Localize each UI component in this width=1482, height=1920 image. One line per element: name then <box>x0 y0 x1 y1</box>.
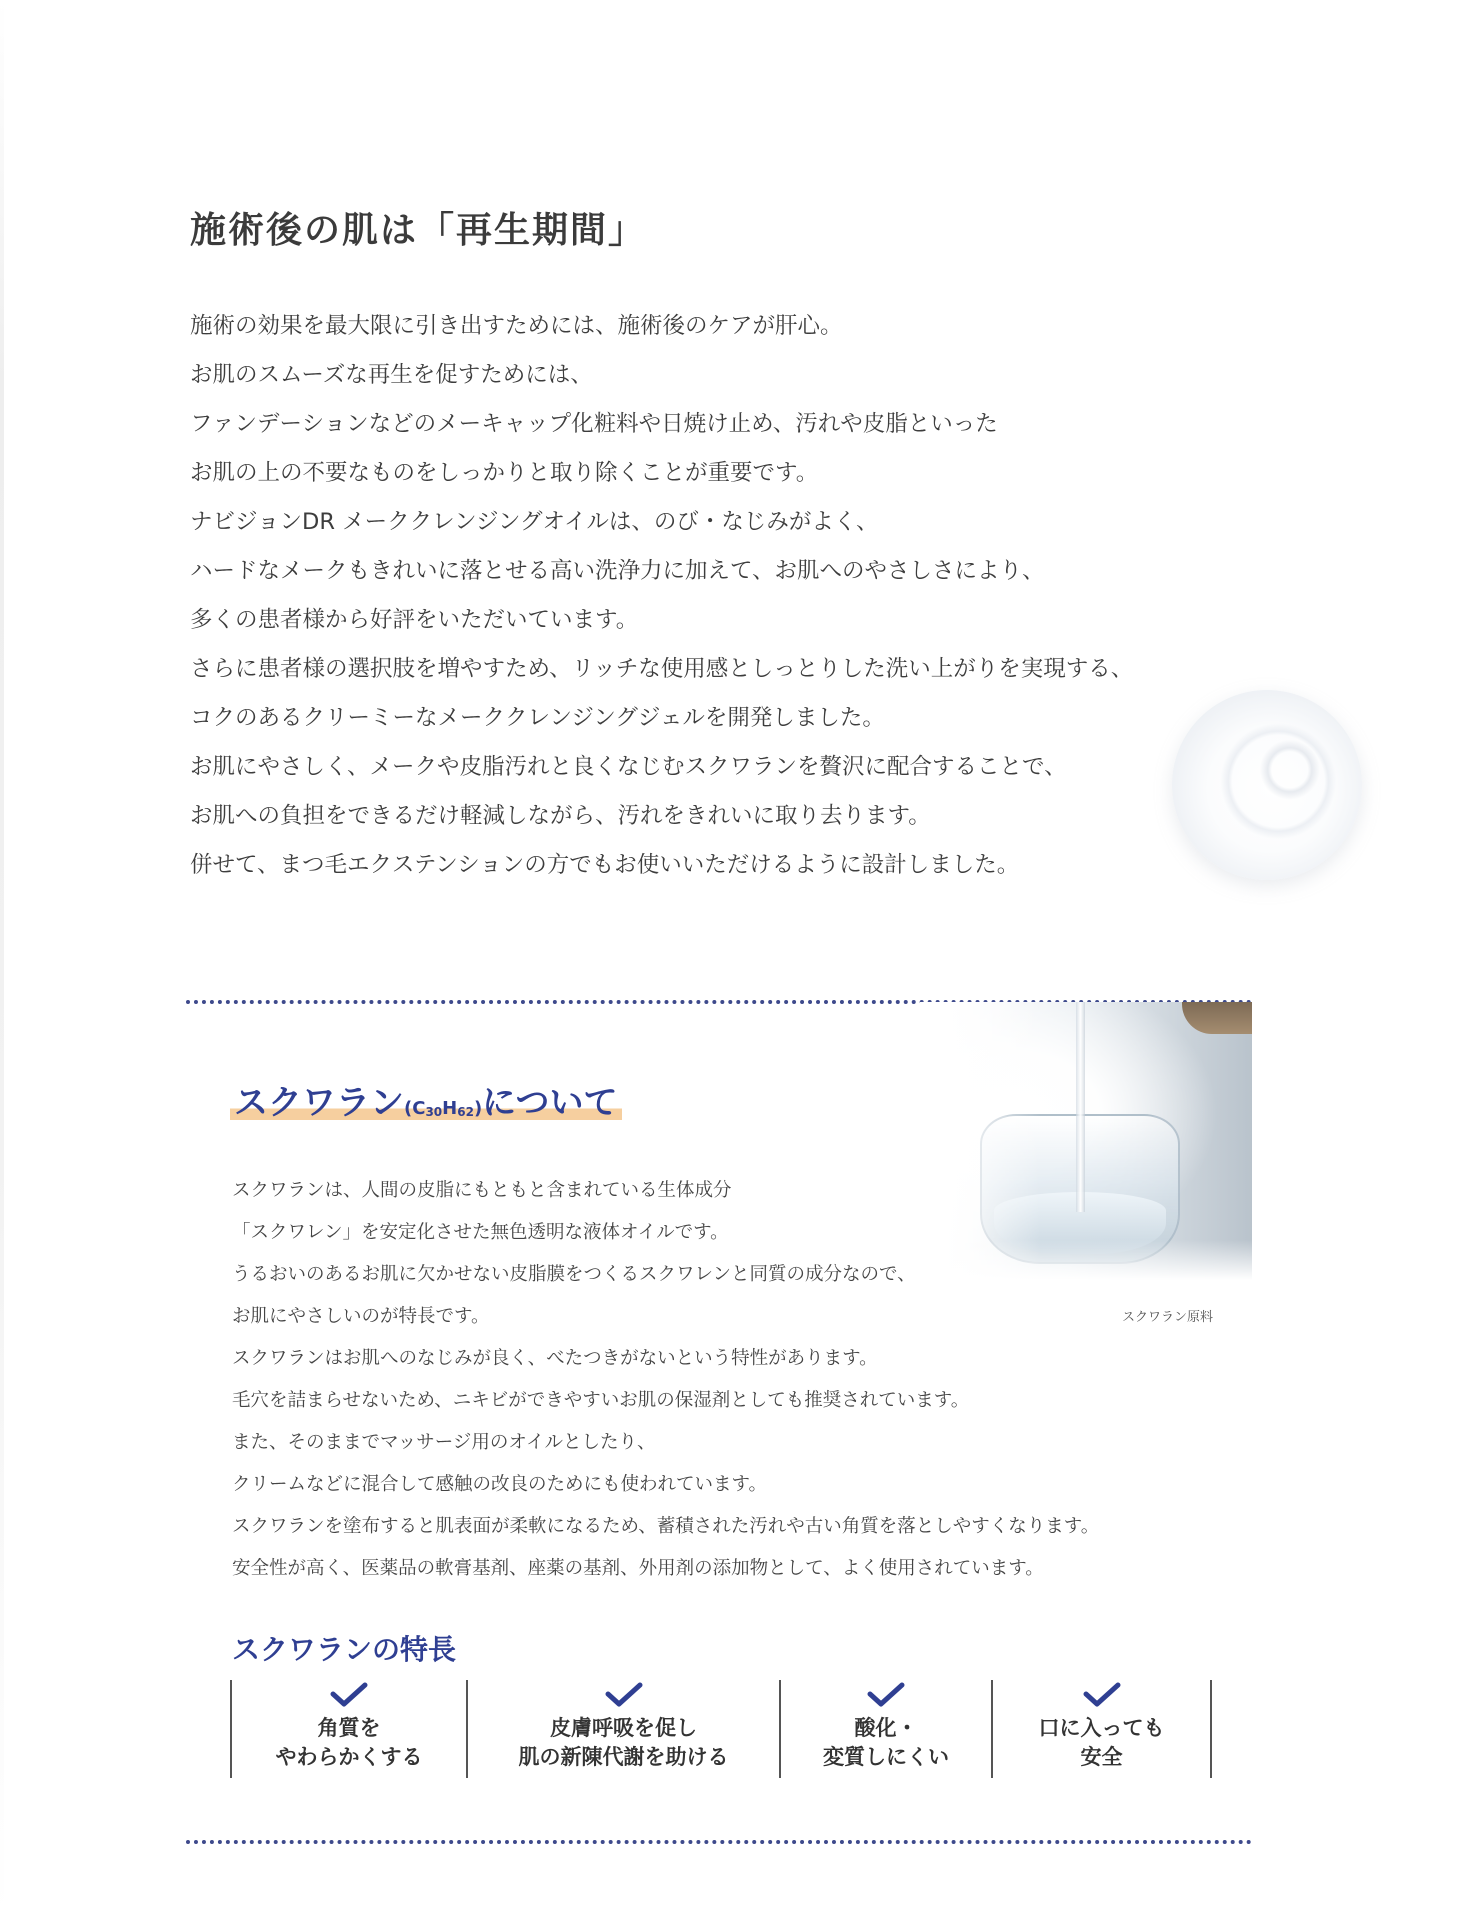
squalane-heading <box>230 1075 622 1124</box>
dotted-divider-bottom <box>186 1840 1252 1844</box>
feature-label-line: 肌の新陳代謝を助ける <box>518 1745 729 1769</box>
intro-line: 多くの患者様から好評をいただいています。 <box>190 607 639 633</box>
squalane-line: また、そのままでマッサージ用のオイルとしたり、 <box>232 1432 656 1453</box>
squalane-line: お肌にやさしいのが特長です。 <box>232 1306 490 1327</box>
squalane-line: スクワランは、人間の皮脂にもともと含まれている生体成分 <box>232 1180 732 1201</box>
feature-label-line: 口に入っても <box>1038 1716 1165 1740</box>
intro-line: お肌のスムーズな再生を促すためには、 <box>190 362 593 388</box>
feature-label <box>1039 1714 1165 1772</box>
squalane-line: うるおいのあるお肌に欠かせない皮脂膜をつくるスクワレンと同質の成分なので、 <box>232 1264 916 1285</box>
photo-caption: スクワラン原料 <box>1122 1310 1214 1325</box>
squalane-line: 「スクワレン」を安定化させた無色透明な液体オイルです。 <box>232 1222 729 1243</box>
intro-line: ナビジョンDR メーククレンジングオイルは、のび・なじみがよく、 <box>190 509 879 535</box>
feature-label <box>823 1714 949 1772</box>
squalane-line: クリームなどに混合して感触の改良のためにも使われています。 <box>232 1474 768 1495</box>
squalane-line: 安全性が高く、医薬品の軟膏基剤、座薬の基剤、外用剤の添加物として、よく使用されています。 <box>232 1558 1044 1579</box>
feature-label-line: 角質を <box>317 1716 381 1740</box>
feature-label <box>519 1714 729 1772</box>
formula-hydrogen: H <box>442 1098 458 1119</box>
feature-label-line: 安全 <box>1080 1745 1123 1769</box>
intro-line: お肌にやさしく、メークや皮脂汚れと良くなじむスクワランを贅沢に配合することで、 <box>190 754 1067 780</box>
formula-hydrogen-count: 62 <box>457 1105 474 1119</box>
feature-label <box>276 1714 423 1772</box>
feature-label-line: 変質しにくい <box>823 1745 949 1769</box>
check-icon <box>866 1682 906 1708</box>
feature-item <box>781 1680 993 1778</box>
cream-gel-image <box>1172 690 1362 880</box>
feature-item <box>993 1680 1212 1778</box>
squalane-paragraph <box>232 1170 1252 1590</box>
feature-label-line: やわらかくする <box>275 1745 423 1769</box>
intro-line: お肌の上の不要なものをしっかりと取り除くことが重要です。 <box>190 460 819 486</box>
formula-carbon: C <box>412 1098 426 1119</box>
formula-carbon-count: 30 <box>425 1105 443 1119</box>
squalane-line: 毛穴を詰まらせないため、ニキビができやすいお肌の保湿剤としても推奨されています。 <box>232 1390 970 1411</box>
feature-label-line: 皮膚呼吸を促し <box>550 1716 697 1740</box>
check-icon <box>329 1682 369 1708</box>
intro-line: ファンデーションなどのメーキャップ化粧料や日焼け止め、汚れや皮脂といった <box>190 411 998 437</box>
formula-close: ) <box>473 1098 483 1119</box>
feature-item <box>232 1680 468 1778</box>
formula-open: ( <box>404 1098 413 1119</box>
intro-line: コクのあるクリーミーなメーククレンジングジェルを開発しました。 <box>190 705 885 731</box>
page-edge <box>0 0 4 1920</box>
feature-label-line: 酸化・ <box>854 1716 918 1740</box>
squalane-heading-suffix: について <box>482 1083 618 1123</box>
bottle-shape <box>1182 1002 1252 1034</box>
squalane-heading-prefix: スクワラン <box>234 1083 404 1123</box>
squalane-line: スクワランを塗布すると肌表面が柔軟になるため、蓄積された汚れや古い角質を落としやすくなります。 <box>232 1516 1100 1537</box>
intro-line: ハードなメークもきれいに落とせる高い洗浄力に加えて、お肌へのやさしさにより、 <box>190 558 1045 584</box>
check-icon <box>604 1682 644 1708</box>
intro-line: お肌への負担をできるだけ軽減しながら、汚れをきれいに取り去ります。 <box>190 803 931 829</box>
features-heading: スクワランの特長 <box>232 1633 457 1666</box>
check-icon <box>1082 1682 1122 1708</box>
feature-item <box>468 1680 781 1778</box>
chemical-formula <box>404 1098 482 1119</box>
features-list <box>230 1680 1212 1778</box>
intro-paragraph <box>190 302 1270 890</box>
squalane-line: スクワランはお肌へのなじみが良く、べたつきがないという特性があります。 <box>232 1348 878 1369</box>
intro-line: 施術の効果を最大限に引き出すためには、施術後のケアが肝心。 <box>190 313 843 339</box>
intro-line: さらに患者様の選択肢を増やすため、リッチな使用感としっとりした洗い上がりを実現する、 <box>190 656 1134 682</box>
intro-line: 併せて、まつ毛エクステンションの方でもお使いいただけるように設計しました。 <box>190 852 1020 878</box>
main-heading: 施術後の肌は「再生期間」 <box>190 210 647 251</box>
